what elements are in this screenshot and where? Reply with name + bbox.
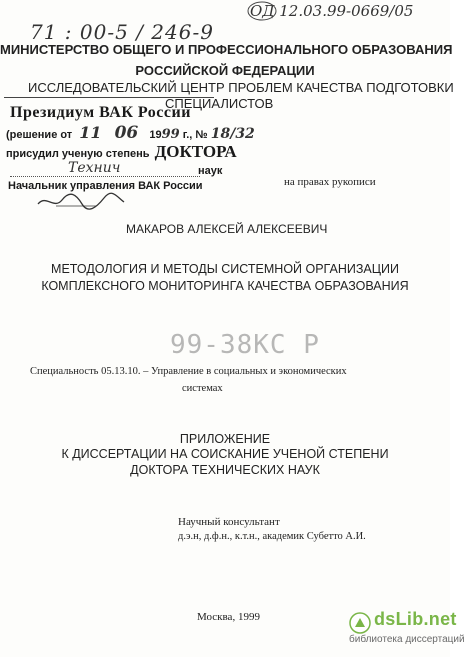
manuscript-note: на правах рукописи — [284, 176, 376, 188]
decision-prefix: (решение от — [6, 129, 73, 141]
research-center-line2: СПЕЦИАЛИСТОВ — [165, 96, 274, 111]
head-title: Начальник управления ВАК России — [8, 180, 203, 192]
decision-number: 18/32 — [210, 126, 255, 142]
thesis-title-line2: КОМПЛЕКСНОГО МОНИТОРИНГА КАЧЕСТВА ОБРАЗОВАНИЯ — [41, 279, 409, 293]
circle-mark-icon — [246, 0, 278, 22]
handwritten-reference: 71 : 00-5 / 246-9 — [30, 20, 214, 44]
decision-day: 11 — [79, 123, 102, 142]
watermark-brand[interactable]: dsLib.net — [374, 609, 457, 629]
ministry-line1: МИНИСТЕРСТВО ОБЩЕГО И ПРОФЕССИОНАЛЬНОГО ОБРАЗОВАНИЯ — [0, 42, 453, 57]
registration-stamp: 99-38КС Р — [170, 330, 320, 360]
ministry-line2: РОССИЙСКОЙ ФЕДЕРАЦИИ — [135, 63, 315, 78]
consultant-value: д.э.н, д.ф.н., к.т.н., академик Субетто А.И. — [178, 531, 366, 542]
dslib-logo-icon — [349, 612, 371, 634]
appendix-line3: ДОКТОРА ТЕХНИЧЕСКИХ НАУК — [130, 463, 320, 477]
decision-year: 99 — [161, 127, 180, 142]
field-handwritten: Технич — [68, 160, 121, 176]
author-name: МАКАРОВ АЛЕКСЕЙ АЛЕКСЕЕВИЧ — [126, 222, 328, 236]
research-center-line: ИССЛЕДОВАТЕЛЬСКИЙ ЦЕНТР ПРОБЛЕМ КАЧЕСТВА ПОДГОТОВКИ — [28, 80, 454, 95]
archive-code: ОД 12.03.99-0669/05 — [250, 2, 414, 20]
stamp-title: Президиум ВАК России — [10, 104, 191, 121]
thesis-title-line1: МЕТОДОЛОГИЯ И МЕТОДЫ СИСТЕМНОЙ ОРГАНИЗАЦИИ — [51, 262, 399, 276]
signature-icon — [36, 190, 126, 212]
awarded-line — [6, 142, 237, 162]
consultant-label: Научный консультант — [178, 516, 280, 528]
decision-year-prefix: 19 — [149, 129, 162, 141]
decision-line — [6, 123, 255, 143]
decision-year-suffix: г., № — [182, 129, 208, 141]
appendix-label: ПРИЛОЖЕНИЕ — [179, 432, 271, 446]
appendix-line2: К ДИССЕРТАЦИИ НА СОИСКАНИЕ УЧЕНОЙ СТЕПЕНИ — [61, 447, 389, 461]
specialty-line2: системах — [182, 383, 223, 394]
degree-label: ДОКТОРА — [154, 142, 237, 161]
watermark-subtitle: библиотека диссертаций — [349, 634, 465, 645]
awarded-prefix: присудил ученую степень — [6, 148, 150, 160]
decision-month: 06 — [114, 123, 139, 143]
specialty-line1: Специальность 05.13.10. – Управление в социальных и экономических — [30, 366, 347, 377]
field-suffix: наук — [198, 165, 223, 177]
field-dotted-line — [10, 176, 200, 177]
city-year: Москва, 1999 — [197, 611, 260, 623]
